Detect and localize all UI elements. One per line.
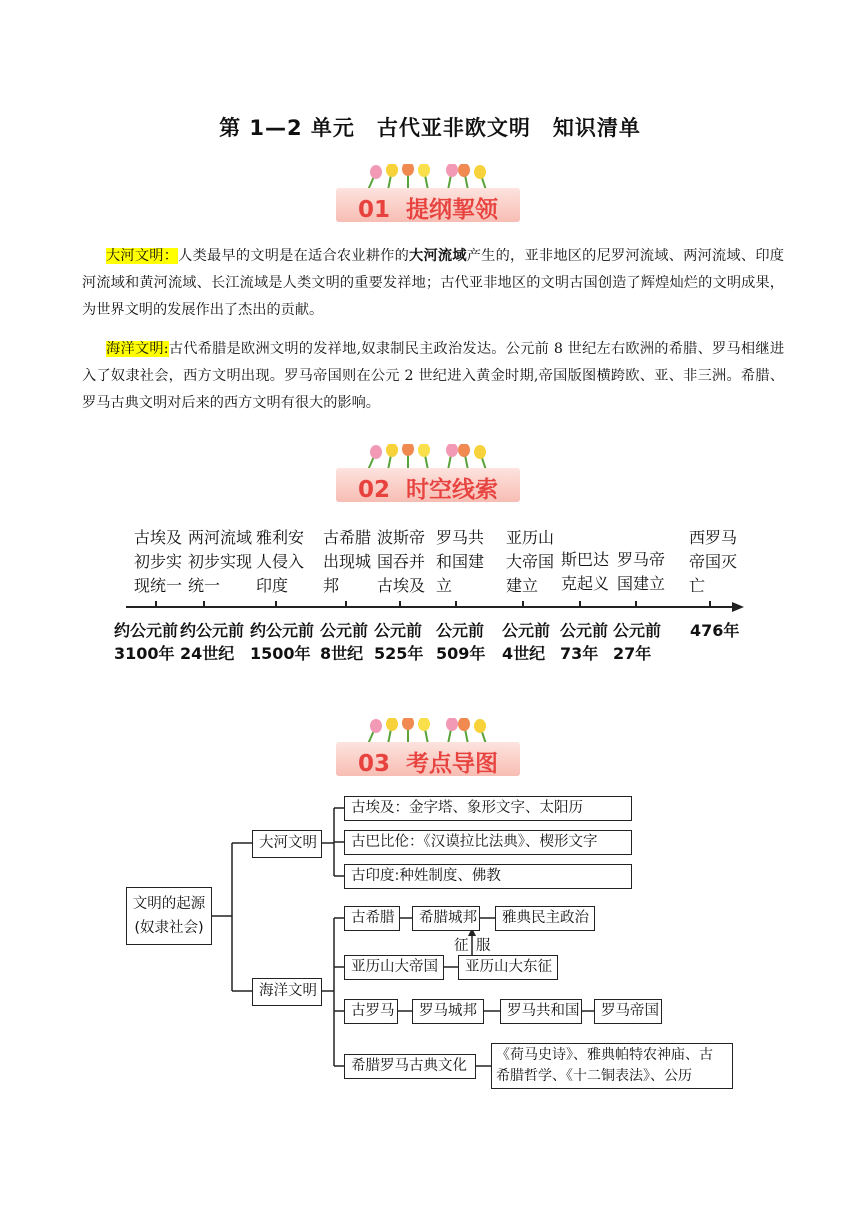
river-civilization-label: 大河文明：: [106, 248, 179, 264]
timeline-date-text: 公元前 27年: [613, 621, 662, 663]
timeline-event-text: 两河流域 初步实现 统一: [188, 528, 253, 595]
timeline-event-text: 古埃及 初步实 现统一: [134, 528, 183, 595]
timeline-date-text: 公元前 509年: [436, 621, 486, 663]
mindmap-root: [126, 887, 212, 945]
timeline-date-text: 公元前 4世纪: [502, 621, 551, 663]
river-text-b: 产生的，亚非地区的尼罗河流域、两河流域、印度河流域和黄河流域、长江流域是人类文明的重要发祥地；古代亚非地区的文明古国创造了辉煌灿烂的文明成果，为世界文明的发展作出了杰出的贡献。: [82, 248, 784, 318]
mindmap-ancient-rome: 古罗马: [344, 999, 398, 1024]
timeline-date-text: 公元前 525年: [374, 621, 424, 663]
timeline-event-text: 雅利安 人侵入 印度: [256, 528, 305, 595]
mindmap-culture-detail: [491, 1043, 733, 1089]
timeline-event-text: 罗马帝 国建立: [617, 550, 666, 593]
mindmap-river-item: 古埃及：金字塔、象形文字、太阳历: [344, 796, 632, 821]
mindmap-river-item: 古巴比伦：《汉谟拉比法典》、楔形文字: [344, 830, 632, 855]
page-title: 第 1—2 单元 古代亚非欧文明 知识清单: [219, 116, 641, 140]
timeline-date-text: 476年: [690, 621, 740, 640]
timeline-date-text: 约公元前 1500年: [250, 621, 315, 663]
mindmap-rome-republic: 罗马共和国: [500, 999, 582, 1024]
mindmap-rome-empire: 罗马帝国: [594, 999, 662, 1024]
timeline-event-text: 古希腊 出现城 邦: [323, 528, 372, 595]
ocean-text: 古代希腊是欧洲文明的发祥地,奴隶制民主政治发达。公元前 8 世纪左右欧洲的希腊、罗马相继进入了奴隶社会，西方文明出现。罗马帝国则在公元 2 世纪进入黄金时期,帝国版图横跨欧、亚、非三洲。希腊、罗马古典文明对后来的西方文明有很大的影响。: [82, 341, 785, 411]
mindmap-alexander-empire: 亚历山大帝国: [344, 955, 444, 980]
timeline-date-text: 公元前 8世纪: [320, 621, 369, 663]
mindmap-conquest-label-a: 征: [454, 938, 469, 954]
mindmap-river-item: 古印度:种姓制度、佛教: [344, 864, 632, 889]
timeline-date-text: 约公元前 3100年: [114, 621, 179, 663]
mindmap-ocean-branch: 海洋文明: [252, 978, 322, 1006]
river-text-a: 人类最早的文明是在适合农业耕作的: [178, 248, 410, 264]
section-title-1: 01 提纲挈领: [357, 197, 499, 223]
timeline-event-text: 波斯帝 国吞并 古埃及: [377, 528, 426, 595]
mindmap-athens-democracy: 雅典民主政治: [495, 906, 595, 931]
timeline-event-text: 西罗马 帝国灭 亡: [689, 528, 738, 595]
timeline-date-text: 公元前 73年: [560, 621, 609, 663]
mindmap-river-branch: 大河文明: [252, 830, 322, 858]
timeline-date-text: 约公元前 24世纪: [180, 621, 245, 663]
timeline-event-text: 亚历山 大帝国 建立: [506, 528, 555, 595]
ocean-civilization-label: 海洋文明:: [106, 341, 169, 357]
mindmap-greece: 古希腊: [344, 906, 400, 931]
mindmap-conquest-label-b: 服: [476, 938, 491, 954]
section-title-2: 02 时空线索: [357, 477, 499, 503]
mindmap-classical-culture: 希腊罗马古典文化: [344, 1054, 476, 1079]
mindmap-alexander-campaign: 亚历山大东征: [458, 955, 558, 980]
timeline-event-text: 罗马共 和国建 立: [436, 528, 485, 595]
mindmap-rome-citystate: 罗马城邦: [412, 999, 484, 1024]
timeline-event-text: 斯巴达 克起义: [561, 550, 610, 593]
mindmap-greece-citystate: 希腊城邦: [412, 906, 480, 931]
mindmap-culture-detail-text: 《荷马史诗》、雅典帕特农神庙、古 希腊哲学、《十二铜表法》、公历: [496, 1047, 713, 1084]
mindmap-root-text: 文明的起源 (奴隶社会): [132, 896, 206, 936]
river-bold-term: 大河流域: [409, 248, 467, 264]
section-title-3: 03 考点导图: [357, 751, 499, 777]
